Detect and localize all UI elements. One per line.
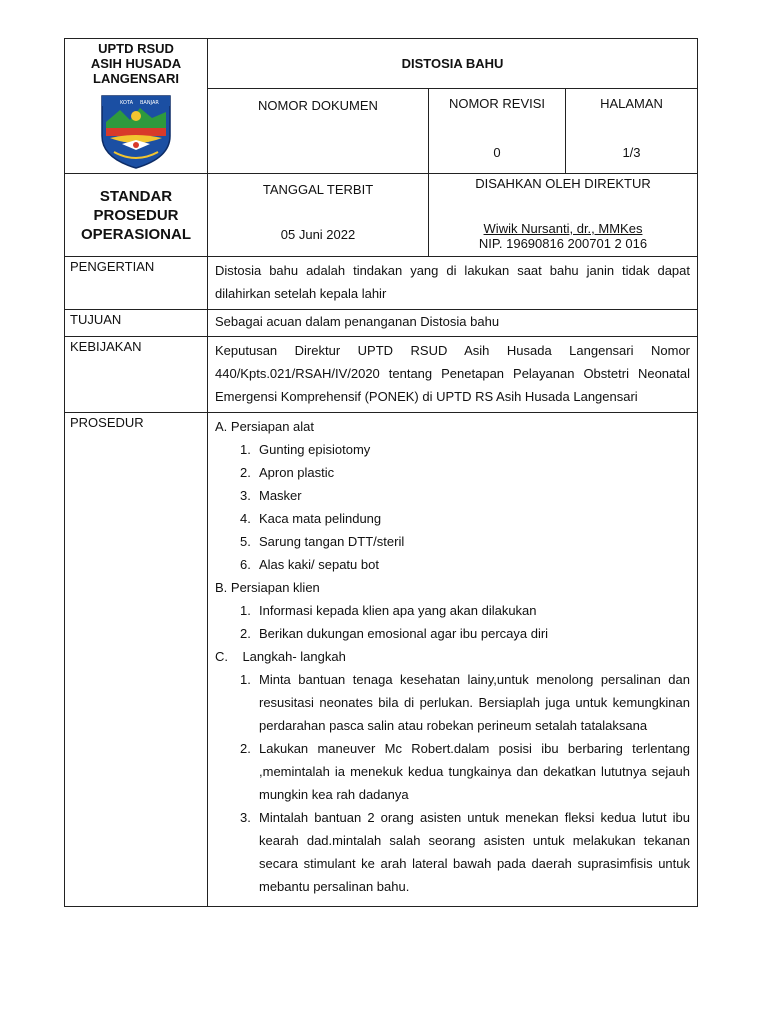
nomor-dokumen-cell <box>208 89 429 174</box>
list-item: 5. Sarung tangan DTT/steril <box>240 534 405 549</box>
sop-line-standar: STANDAR <box>99 187 173 205</box>
tanggal-terbit-cell <box>208 174 429 257</box>
list-item: 6. Alas kaki/ sepatu bot <box>240 557 379 572</box>
halaman-label: HALAMAN <box>600 96 663 111</box>
list-item: 2. Lakukan maneuver Mc Robert.dalam posisi ibu berbaring terlentang ,memintalah ia menekuk kedua tungkainya dan dekatkan lututnya sejauh mungkin kea rah dadanya <box>240 741 690 802</box>
director-name: Wiwik Nursanti, dr., MMKes <box>483 221 643 236</box>
tanggal-terbit-value: 05 Juni 2022 <box>280 227 356 242</box>
logo-text-kota: KOTA <box>120 100 134 106</box>
tanggal-terbit-label: TANGGAL TERBIT <box>262 182 374 197</box>
logo-text-banjar: BANJAR <box>140 100 159 106</box>
document-title: DISTOSIA BAHU <box>208 39 698 89</box>
nomor-revisi-label: NOMOR REVISI <box>448 96 546 111</box>
prosedur-section-b-title: B. Persiapan klien <box>215 580 320 595</box>
list-item: 2. Apron plastic <box>240 465 335 480</box>
list-item: 2. Berikan dukungan emosional agar ibu percaya diri <box>240 626 549 641</box>
sop-document <box>64 38 697 907</box>
sop-label-cell <box>65 174 208 257</box>
list-item: 3. Masker <box>240 488 302 503</box>
disahkan-label: DISAHKAN OLEH DIREKTUR <box>475 176 651 191</box>
halaman-value: 1/3 <box>622 145 641 160</box>
sop-line-prosedur: PROSEDUR <box>93 206 179 224</box>
kebijakan-label: KEBIJAKAN <box>65 337 208 413</box>
org-cell <box>65 39 208 174</box>
pengertian-text: Distosia bahu adalah tindakan yang di lakukan saat bahu janin tidak dapat dilahirkan setelah kepala lahir <box>208 257 698 310</box>
nomor-revisi-value: 0 <box>493 145 501 160</box>
list-item: 4. Kaca mata pelindung <box>240 511 382 526</box>
nomor-dokumen-label: NOMOR DOKUMEN <box>258 98 378 113</box>
tujuan-label: TUJUAN <box>65 310 208 337</box>
kebijakan-text: Keputusan Direktur UPTD RSUD Asih Husada Langensari Nomor 440/Kpts.021/RSAH/IV/2020 tentang Penetapan Pelayanan Obstetri Neonatal Emergensi Komprehensif (PONEK) di UPTD RS Asih Husada Langensari <box>208 337 698 413</box>
disahkan-cell <box>429 174 698 257</box>
org-name: UPTD RSUD ASIH HUSADA LANGENSARI <box>90 41 182 86</box>
list-item: 1. Minta bantuan tenaga kesehatan lainy,untuk menolong persalinan dan resusitasi neonates bila di perlukan. Bersiaplah juga untuk kemungkinan perdarahan pasca salin atau robekan perineum setalah tatalaksana <box>240 672 690 733</box>
sop-line-operasional: OPERASIONAL <box>80 225 191 243</box>
list-item: 3. Mintalah bantuan 2 orang asisten untuk menekan fleksi kedua lutut ibu kearah dad.mintalah salah seorang asisten untuk melakukan tekanan secara stimulant ke arah lateral bawah pada daerah suprasimfisis untuk mebantu persalinan bahu. <box>240 810 690 894</box>
pengertian-label: PENGERTIAN <box>65 257 208 310</box>
halaman-cell <box>566 89 698 174</box>
tujuan-text: Sebagai acuan dalam penanganan Distosia bahu <box>208 310 698 337</box>
prosedur-section-c-title: C. Langkah- langkah <box>215 649 346 664</box>
list-item: 1. Gunting episiotomy <box>240 442 371 457</box>
prosedur-label: PROSEDUR <box>65 413 208 907</box>
prosedur-section-a-title: A. Persiapan alat <box>215 419 315 434</box>
director-nip: NIP. 19690816 200701 2 016 <box>478 236 648 251</box>
sop-table <box>64 38 698 907</box>
list-item: 1. Informasi kepada klien apa yang akan dilakukan <box>240 603 537 618</box>
nomor-revisi-cell <box>429 89 566 174</box>
prosedur-content <box>208 413 698 907</box>
kota-banjar-emblem-icon <box>96 92 176 170</box>
